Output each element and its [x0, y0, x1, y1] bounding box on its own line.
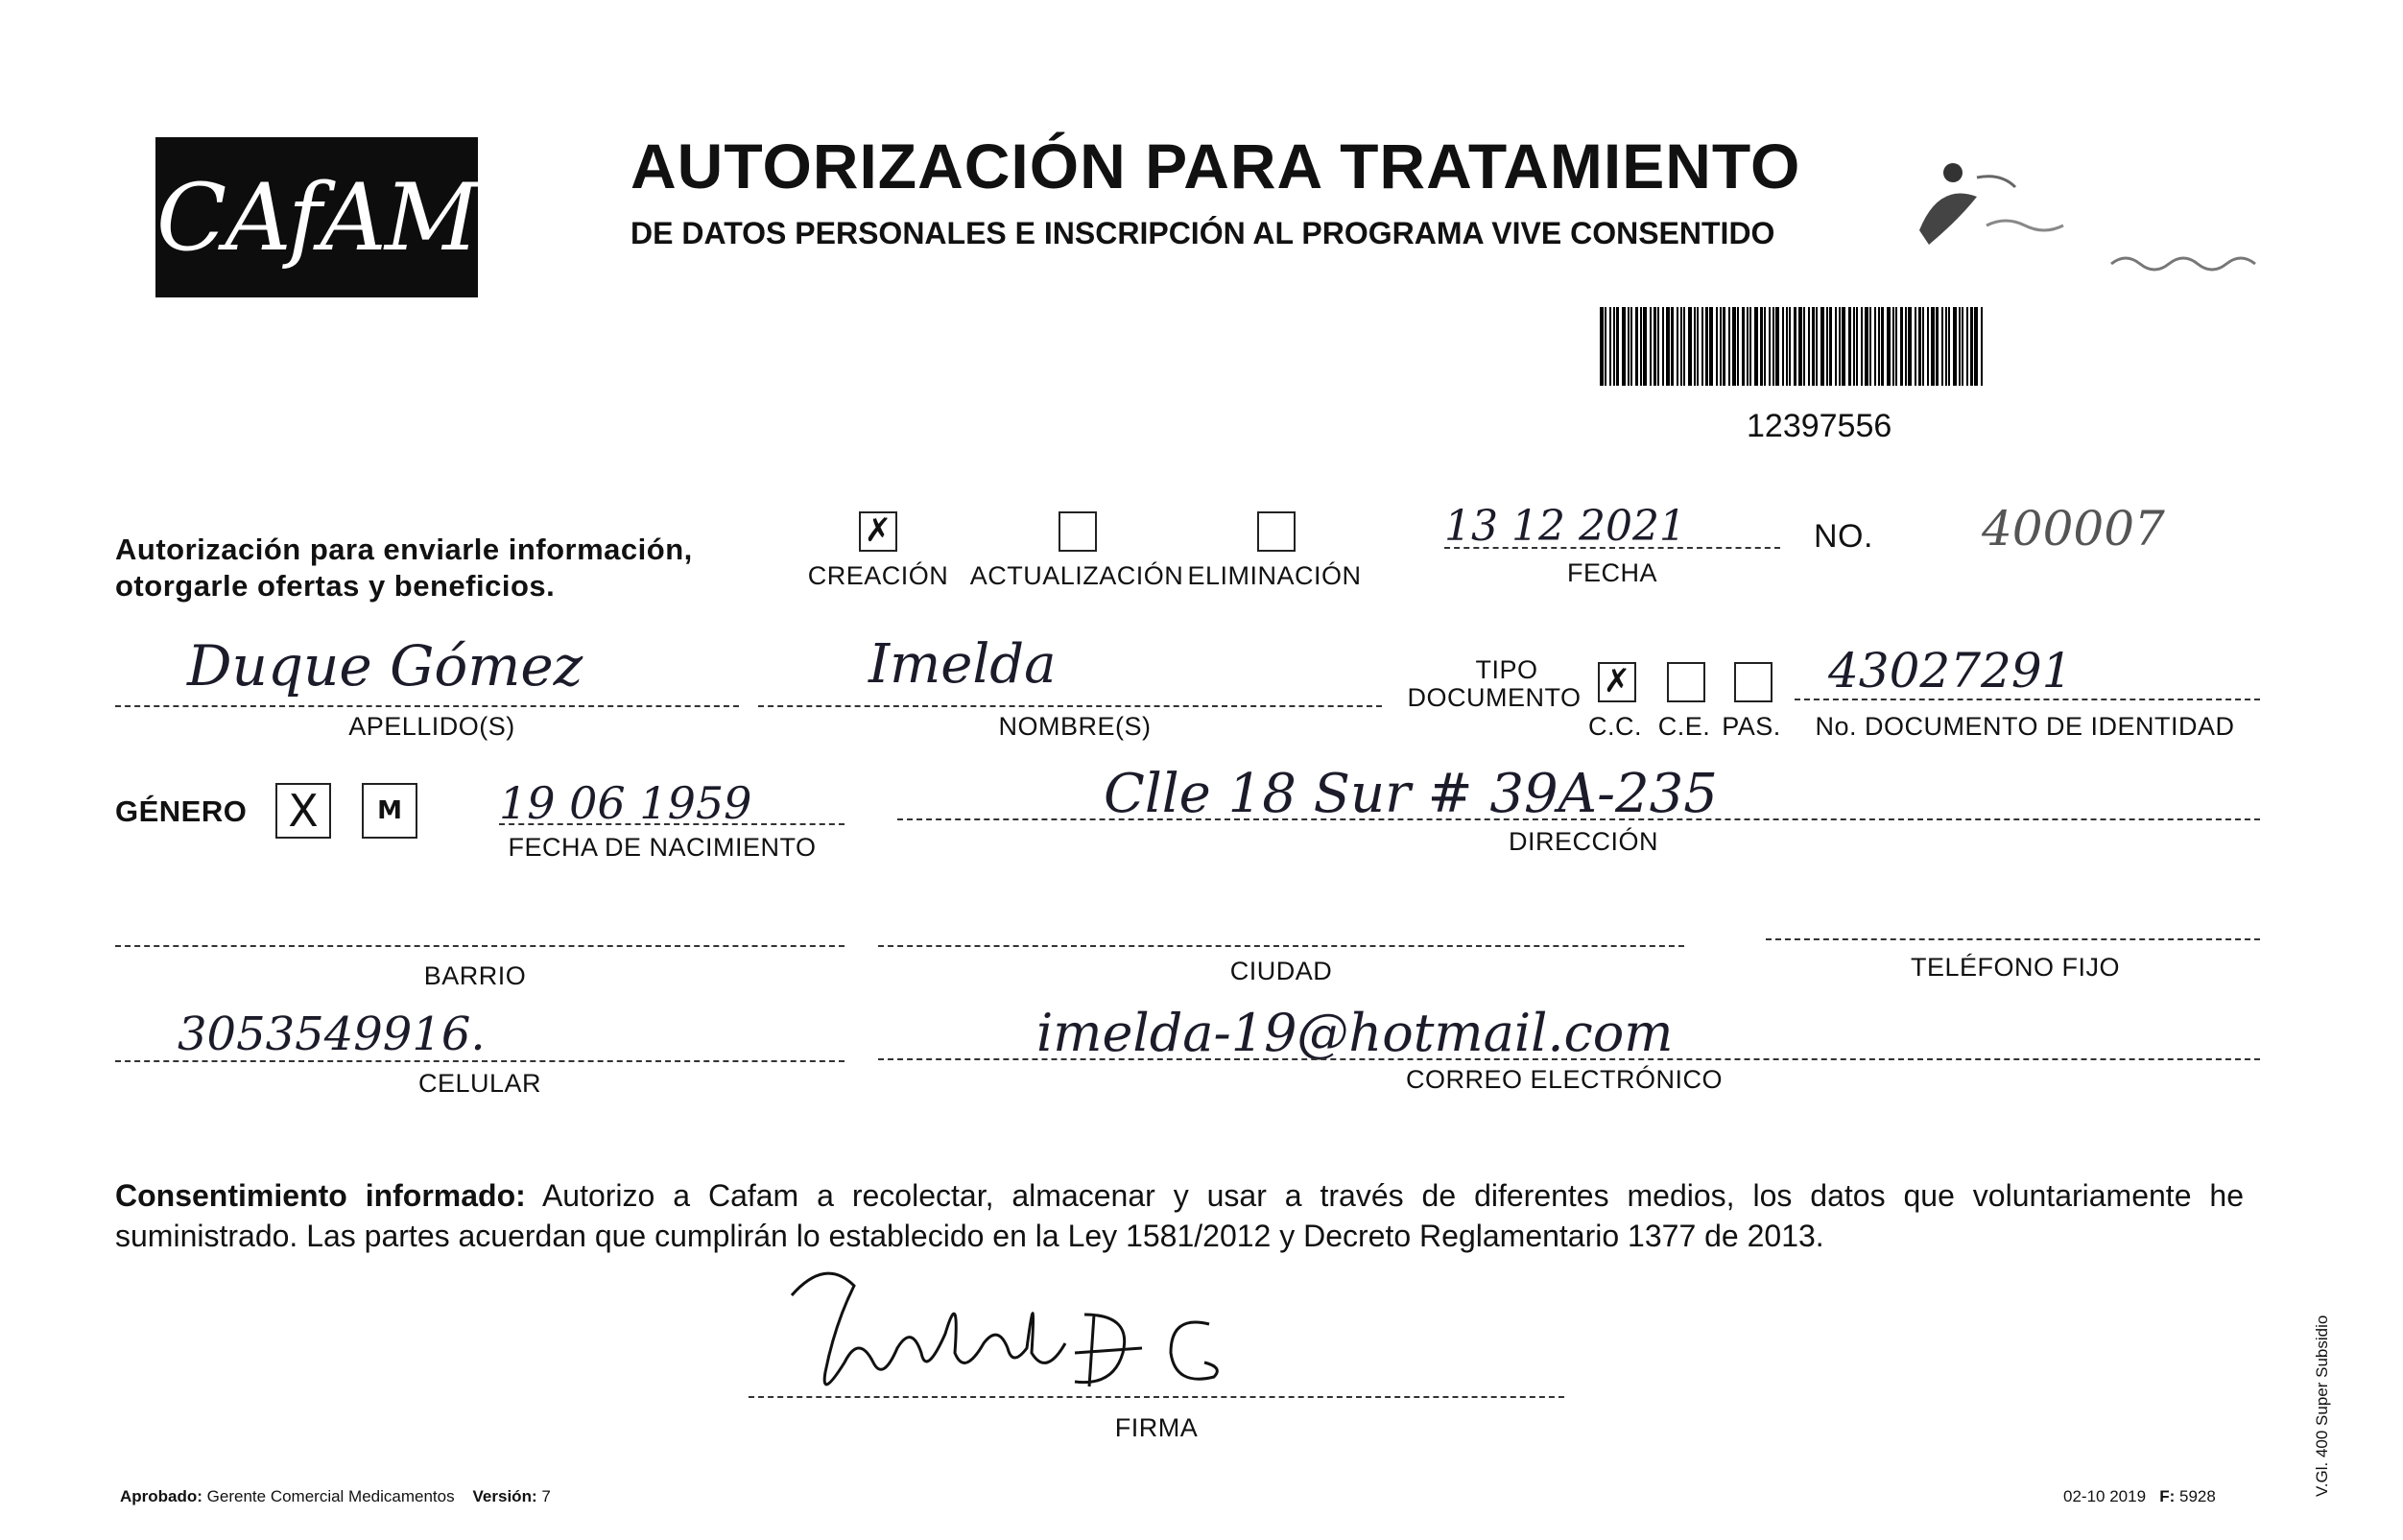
barcode-bar	[1754, 307, 1758, 386]
barcode-bar	[1683, 307, 1685, 386]
barcode-bar	[1959, 307, 1961, 386]
barcode-bar	[1878, 307, 1880, 386]
ciudad-label: CIUDAD	[1229, 957, 1333, 985]
barcode	[1598, 307, 1987, 386]
direccion-value: Clle 18 Sur # 39A-235	[1104, 763, 1718, 825]
version-label: Versión:	[472, 1487, 537, 1505]
documento-label: DOCUMENTO	[1407, 683, 1582, 712]
barcode-bar	[1826, 307, 1828, 386]
barcode-bar	[1908, 307, 1912, 386]
correo-value: imelda-19@hotmail.com	[1036, 1003, 1674, 1063]
cc-checkbox[interactable]	[1598, 662, 1636, 702]
barcode-bar	[1662, 307, 1664, 386]
nacimiento-value: 19 06 1959	[499, 777, 752, 829]
correo-label: CORREO ELECTRÓNICO	[1405, 1065, 1724, 1094]
form-number-value: 5928	[2178, 1487, 2216, 1505]
celular-label: CELULAR	[417, 1069, 542, 1098]
barcode-bar	[1905, 307, 1907, 386]
genero-m-checkbox[interactable]	[362, 783, 417, 839]
barcode-bar	[1970, 307, 1973, 386]
barcode-bar	[1887, 307, 1891, 386]
form-subtitle: DE DATOS PERSONALES E INSCRIPCIÓN AL PROGRAMA VIVE CONSENTIDO	[630, 216, 1775, 250]
barcode-bar	[1666, 307, 1670, 386]
barcode-bar	[1732, 307, 1736, 386]
barcode-bar	[1918, 307, 1921, 386]
barcode-bar	[1874, 307, 1876, 386]
pas-label: PAS.	[1722, 712, 1781, 741]
fecha-label: FECHA	[1566, 558, 1658, 587]
eliminacion-checkbox[interactable]	[1257, 511, 1296, 552]
creacion-label: CREACIÓN	[807, 561, 949, 590]
barcode-bar	[1605, 307, 1606, 386]
telefono-line	[1766, 938, 2260, 940]
barcode-bar	[1853, 307, 1855, 386]
genero-f-mark: X	[288, 785, 319, 837]
consent-heading: Consentimiento informado:	[115, 1178, 526, 1213]
ce-label: C.E.	[1657, 712, 1711, 741]
barcode-bar	[1789, 307, 1791, 386]
direccion-line	[897, 818, 2260, 820]
barcode-bar	[1609, 307, 1611, 386]
footer-date-value: 02-10 2019	[2063, 1487, 2147, 1505]
barcode-bar	[1723, 307, 1725, 386]
barcode-bar	[1798, 307, 1802, 386]
barcode-bar	[1915, 307, 1916, 386]
documento-numero-label: No. DOCUMENTO DE IDENTIDAD	[1815, 712, 2235, 741]
genero-m-label: M	[377, 796, 402, 825]
barcode-bar	[1835, 307, 1837, 386]
barcode-bar	[1816, 307, 1818, 386]
apellidos-line	[115, 705, 739, 707]
ce-checkbox[interactable]	[1667, 662, 1705, 702]
telefono-label: TELÉFONO FIJO	[1910, 953, 2121, 982]
barcode-bar	[1922, 307, 1924, 386]
actualizacion-label: ACTUALIZACIÓN	[969, 561, 1184, 590]
barcode-bar	[1803, 307, 1805, 386]
authorization-intro: Autorización para enviarle información,	[115, 533, 693, 566]
barcode-bar	[1962, 307, 1963, 386]
barcode-bar	[1694, 307, 1696, 386]
barcode-bar	[1630, 307, 1632, 386]
cafam-logo	[155, 137, 478, 297]
approved-label: Aprobado:	[120, 1487, 202, 1505]
actualizacion-checkbox[interactable]	[1059, 511, 1097, 552]
fecha-value: 13 12 2021	[1444, 502, 1686, 551]
celular-line	[115, 1060, 845, 1062]
logo-text: CAfAM	[155, 163, 478, 272]
barcode-bar	[1773, 307, 1774, 386]
vive-logo-icon	[1910, 144, 2274, 288]
barcode-bar	[1848, 307, 1851, 386]
barcode-bar	[1839, 307, 1841, 386]
barcode-bar	[1966, 307, 1968, 386]
barcode-bar	[1900, 307, 1903, 386]
documento-numero-value: 43027291	[1828, 643, 2073, 699]
barcode-bar	[1981, 307, 1983, 386]
form-title: AUTORIZACIÓN PARA TRATAMIENTO	[630, 130, 1801, 201]
firma-label: FIRMA	[1114, 1413, 1199, 1442]
barcode-bar	[1927, 307, 1929, 386]
barcode-bar	[1794, 307, 1796, 386]
barcode-bar	[1628, 307, 1630, 386]
barcode-bar	[1747, 307, 1749, 386]
barcode-bar	[1786, 307, 1788, 386]
apellidos-value: Duque Gómez	[187, 633, 583, 699]
creacion-checkbox[interactable]	[859, 511, 897, 552]
barcode-bar	[1709, 307, 1713, 386]
barcode-bar	[1654, 307, 1656, 386]
authorization-intro-line2: otorgarle ofertas y beneficios.	[115, 569, 556, 603]
barcode-bar	[1640, 307, 1642, 386]
apellidos-label: APELLIDO(S)	[348, 712, 515, 741]
firma-line	[749, 1396, 1564, 1398]
barcode-bar	[1829, 307, 1832, 386]
signature-image	[768, 1257, 1267, 1410]
barcode-bar	[1716, 307, 1718, 386]
barcode-bar	[1764, 307, 1766, 386]
correo-line	[878, 1058, 2260, 1060]
check-mark-icon: ✗	[1603, 662, 1631, 700]
check-mark-icon: ✗	[864, 511, 892, 550]
barcode-bar	[1701, 307, 1703, 386]
eliminacion-label: ELIMINACIÓN	[1187, 561, 1362, 590]
barcode-bar	[1760, 307, 1763, 386]
tipo-label: TIPO	[1475, 655, 1538, 684]
barcode-bar	[1945, 307, 1947, 386]
barcode-bar	[1856, 307, 1858, 386]
documento-numero-line	[1795, 699, 2260, 700]
approved-value: Gerente Comercial Medicamentos	[206, 1487, 455, 1505]
barcode-bar	[1616, 307, 1619, 386]
barcode-bar	[1775, 307, 1779, 386]
barcode-bar	[1812, 307, 1815, 386]
barcode-bar	[1697, 307, 1699, 386]
barcode-bar	[1720, 307, 1722, 386]
barcode-bar	[1782, 307, 1784, 386]
cc-label: C.C.	[1588, 712, 1642, 741]
barcode-bar	[1643, 307, 1647, 386]
barcode-bar	[1680, 307, 1682, 386]
barcode-bar	[1931, 307, 1935, 386]
genero-f-checkbox[interactable]	[275, 783, 331, 839]
barcode-bar	[1808, 307, 1810, 386]
barcode-bar	[1861, 307, 1863, 386]
barrio-line	[115, 945, 845, 947]
consent-text: Autorizo a Cafam a recolectar, almacenar y usar a través de diferentes medios, los datos que voluntariamente he suministrado. Las partes acuerdan que cumplirán lo establecido en la Ley 1581/2012 y Decreto Reglamentario 1377 de 2013.	[115, 1178, 2245, 1253]
barcode-bar	[1769, 307, 1771, 386]
barcode-bar	[1869, 307, 1871, 386]
barcode-bar	[1650, 307, 1652, 386]
version-value: 7	[541, 1487, 551, 1505]
barcode-bar	[1635, 307, 1638, 386]
barcode-bar	[1600, 307, 1604, 386]
barcode-bar	[1705, 307, 1708, 386]
vertical-note: V.Gl. 400 Super Subsidio	[2313, 1315, 2331, 1497]
footer-approved	[120, 1487, 551, 1506]
no-label: NO.	[1814, 518, 1873, 555]
no-value: 400007	[1982, 501, 2165, 557]
celular-value: 3053549916.	[178, 1007, 486, 1061]
direccion-label: DIRECCIÓN	[1508, 827, 1659, 856]
nombres-value: Imelda	[868, 633, 1057, 696]
barcode-bar	[1622, 307, 1626, 386]
nacimiento-line	[499, 823, 845, 825]
barcode-bar	[1737, 307, 1739, 386]
consent-paragraph	[115, 1175, 2244, 1256]
barcode-bar	[1613, 307, 1615, 386]
barcode-bar	[1941, 307, 1943, 386]
nombres-label: NOMBRE(S)	[998, 712, 1152, 741]
barcode-bar	[1677, 307, 1678, 386]
barcode-bar	[1865, 307, 1868, 386]
barcode-bar	[1657, 307, 1659, 386]
barcode-bar	[1842, 307, 1845, 386]
nombres-line	[758, 705, 1382, 707]
pas-checkbox[interactable]	[1734, 662, 1773, 702]
genero-label: GÉNERO	[115, 794, 248, 828]
barcode-bar	[1671, 307, 1674, 386]
barrio-label: BARRIO	[423, 961, 527, 990]
barcode-bar	[1936, 307, 1939, 386]
barcode-bar	[1953, 307, 1957, 386]
nacimiento-label: FECHA DE NACIMIENTO	[508, 833, 817, 862]
barcode-bar	[1948, 307, 1950, 386]
barcode-bar	[1742, 307, 1745, 386]
barcode-bar	[1881, 307, 1884, 386]
barcode-bar	[1895, 307, 1897, 386]
form-number-label: F:	[2159, 1487, 2176, 1505]
barcode-bar	[1749, 307, 1751, 386]
barcode-bar	[1974, 307, 1978, 386]
footer-date	[2063, 1487, 2216, 1506]
fecha-line	[1444, 547, 1780, 549]
barcode-bar	[1688, 307, 1692, 386]
barcode-bar	[1728, 307, 1730, 386]
barcode-bar	[1820, 307, 1824, 386]
barcode-bar	[1892, 307, 1894, 386]
barcode-number: 12397556	[1747, 408, 1892, 444]
ciudad-line	[878, 945, 1684, 947]
